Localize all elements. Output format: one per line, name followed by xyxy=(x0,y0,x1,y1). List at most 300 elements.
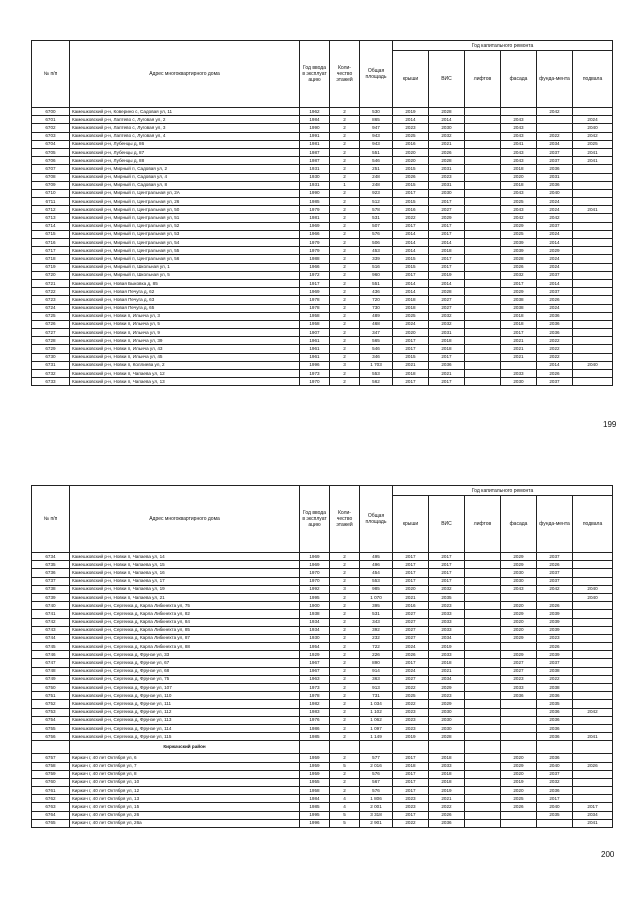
cell-year: 1959 xyxy=(300,770,330,778)
cell-vis: 2018 xyxy=(429,337,465,345)
cell-address: Киржач г, 40 лет Октября ул, 15 xyxy=(70,803,300,811)
cell-vis: 2018 xyxy=(429,754,465,762)
cell-floors: 2 xyxy=(330,255,360,263)
cell-year: 1900 xyxy=(300,602,330,610)
cell-basement: 2034 xyxy=(573,811,613,819)
cell-roof: 2017 xyxy=(393,577,429,585)
cell-year: 1985 xyxy=(300,198,330,206)
cell-roof: 2017 xyxy=(393,337,429,345)
document-page-1 xyxy=(0,0,640,452)
cell-lifts xyxy=(465,148,501,156)
cell-lifts xyxy=(465,733,501,741)
cell-vis: 2028 xyxy=(429,108,465,116)
cell-year: 1990 xyxy=(300,189,330,197)
cell-num: 6739 xyxy=(32,593,70,601)
cell-floors: 2 xyxy=(330,675,360,683)
cell-address: Киржач г, 40 лет Октября ул, 26а xyxy=(70,819,300,827)
cell-foundation xyxy=(537,124,573,132)
cell-facade: 2023 xyxy=(501,675,537,683)
cell-basement: 2040 xyxy=(573,124,613,132)
table-row xyxy=(32,819,613,827)
cell-roof: 2018 xyxy=(393,370,429,378)
cell-area: 562 xyxy=(360,378,393,386)
cell-basement xyxy=(573,304,613,312)
cell-facade: 2027 xyxy=(501,667,537,675)
table-row xyxy=(32,288,613,296)
cell-foundation: 2042 xyxy=(537,108,573,116)
cell-address: Камешковский р-н, Новая Печуга д, 62 xyxy=(70,288,300,296)
cell-roof: 2026 xyxy=(393,173,429,181)
cell-vis: 2033 xyxy=(429,626,465,634)
cell-vis: 2014 xyxy=(429,279,465,287)
cell-basement xyxy=(573,553,613,561)
cell-roof: 2024 xyxy=(393,643,429,651)
cell-vis: 2026 xyxy=(429,811,465,819)
cell-area: 720 xyxy=(360,296,393,304)
cell-foundation: 2023 xyxy=(537,634,573,642)
cell-floors: 2 xyxy=(330,716,360,724)
cell-basement: 2040 xyxy=(573,361,613,369)
cell-foundation: 2036 xyxy=(537,724,573,732)
cell-vis: 2028 xyxy=(429,288,465,296)
table-row xyxy=(32,667,613,675)
cell-address: Камешковский р-н, Сергеиха д, Карла Либкнехта ул, 85 xyxy=(70,626,300,634)
cell-num: 6764 xyxy=(32,811,70,819)
cell-vis: 2017 xyxy=(429,569,465,577)
cell-num: 6720 xyxy=(32,271,70,279)
cell-address: Камешковский р-н, Мирный п, Садовая ул, 4 xyxy=(70,173,300,181)
cell-year: 1959 xyxy=(300,762,330,770)
cell-lifts xyxy=(465,378,501,386)
cell-facade: 2039 xyxy=(501,239,537,247)
cell-address: Киржач г, 40 лет Октября ул, 26 xyxy=(70,811,300,819)
cell-address: Камешковский р-н, Сергеиха д, Фрунзе ул, 113 xyxy=(70,716,300,724)
cell-floors: 2 xyxy=(330,754,360,762)
table-row xyxy=(32,116,613,124)
cell-foundation: 2024 xyxy=(537,198,573,206)
cell-facade: 2043 xyxy=(501,585,537,593)
cell-lifts xyxy=(465,157,501,165)
table-row xyxy=(32,345,613,353)
cell-lifts xyxy=(465,716,501,724)
cell-foundation: 2036 xyxy=(537,320,573,328)
cell-lifts xyxy=(465,370,501,378)
table-row xyxy=(32,762,613,770)
cell-num: 6728 xyxy=(32,337,70,345)
cell-foundation xyxy=(537,819,573,827)
cell-year: 1961 xyxy=(300,345,330,353)
cell-year: 1992 xyxy=(300,585,330,593)
cell-facade: 2026 xyxy=(501,263,537,271)
cell-roof: 2019 xyxy=(393,733,429,741)
cell-facade: 2033 xyxy=(501,684,537,692)
table-row xyxy=(32,378,613,386)
cell-address: Камешковский р-н, Новки п, Ильича ул, 5 xyxy=(70,320,300,328)
cell-vis: 2017 xyxy=(429,255,465,263)
cell-roof: 2025 xyxy=(393,692,429,700)
cell-foundation: 2038 xyxy=(537,684,573,692)
cell-foundation: 2024 xyxy=(537,304,573,312)
table-row xyxy=(32,724,613,732)
cell-foundation: 2024 xyxy=(537,255,573,263)
cell-num: 6714 xyxy=(32,222,70,230)
cell-facade: 2017 xyxy=(501,279,537,287)
cell-facade xyxy=(501,716,537,724)
cell-foundation: 2032 xyxy=(537,778,573,786)
cell-floors: 2 xyxy=(330,787,360,795)
cell-floors: 2 xyxy=(330,618,360,626)
cell-facade: 2018 xyxy=(501,312,537,320)
header-address: Адрес многоквартирного дома xyxy=(70,41,300,108)
cell-roof: 2021 xyxy=(393,361,429,369)
cell-basement: 2042 xyxy=(573,132,613,140)
cell-address: Камешковский р-н, Новки п, Чапаева ул, 21 xyxy=(70,593,300,601)
cell-lifts xyxy=(465,247,501,255)
cell-roof: 2017 xyxy=(393,561,429,569)
cell-vis: 2036 xyxy=(429,361,465,369)
table-row xyxy=(32,370,613,378)
cell-facade: 2043 xyxy=(501,148,537,156)
cell-vis: 2014 xyxy=(429,116,465,124)
cell-basement xyxy=(573,643,613,651)
table-row xyxy=(32,132,613,140)
cell-lifts xyxy=(465,279,501,287)
cell-floors: 2 xyxy=(330,569,360,577)
cell-area: 567 xyxy=(360,778,393,786)
table-row xyxy=(32,329,613,337)
cell-year: 1979 xyxy=(300,239,330,247)
cell-area: 436 xyxy=(360,288,393,296)
cell-address: Камешковский р-н, Новки п, Чапаева ул, 13 xyxy=(70,378,300,386)
cell-floors: 2 xyxy=(330,733,360,741)
cell-year: 1981 xyxy=(300,214,330,222)
cell-roof: 2015 xyxy=(393,181,429,189)
cell-floors: 2 xyxy=(330,337,360,345)
cell-floors: 2 xyxy=(330,198,360,206)
cell-year: 1907 xyxy=(300,329,330,337)
cell-basement xyxy=(573,247,613,255)
cell-year: 1938 xyxy=(300,610,330,618)
cell-year: 1958 xyxy=(300,320,330,328)
table-row xyxy=(32,577,613,585)
cell-num: 6729 xyxy=(32,345,70,353)
cell-foundation: 2036 xyxy=(537,165,573,173)
cell-facade: 2019 xyxy=(501,778,537,786)
cell-area: 553 xyxy=(360,370,393,378)
cell-area: 890 xyxy=(360,659,393,667)
cell-basement: 2040 xyxy=(573,593,613,601)
cell-vis: 2017 xyxy=(429,222,465,230)
cell-address: Камешковский р-н, Сергеиха д, Фрунзе ул, 111 xyxy=(70,700,300,708)
cell-roof: 2014 xyxy=(393,247,429,255)
cell-address: Камешковский р-н, Сергеиха д, Фрунзе ул, 107 xyxy=(70,684,300,692)
cell-basement xyxy=(573,626,613,634)
cell-address: Камешковский р-н, Мирный п, Центральная ул, 51 xyxy=(70,214,300,222)
cell-floors: 2 xyxy=(330,370,360,378)
cell-basement: 2041 xyxy=(573,148,613,156)
cell-facade: 2029 xyxy=(501,288,537,296)
table-row xyxy=(32,651,613,659)
cell-foundation: 2036 xyxy=(537,716,573,724)
cell-year: 1969 xyxy=(300,222,330,230)
cell-floors: 2 xyxy=(330,279,360,287)
cell-area: 232 xyxy=(360,634,393,642)
cell-address: Камешковский р-н, Новки п, Чапаева ул, 16 xyxy=(70,569,300,577)
table-row xyxy=(32,585,613,593)
cell-roof: 2014 xyxy=(393,239,429,247)
cell-area: 347 xyxy=(360,329,393,337)
cell-foundation: 2042 xyxy=(537,214,573,222)
table-row xyxy=(32,643,613,651)
cell-roof: 2015 xyxy=(393,198,429,206)
cell-basement xyxy=(573,214,613,222)
cell-foundation: 2014 xyxy=(537,239,573,247)
cell-roof: 2027 xyxy=(393,626,429,634)
cell-vis: 2031 xyxy=(429,181,465,189)
cell-basement xyxy=(573,692,613,700)
cell-roof: 2020 xyxy=(393,585,429,593)
cell-facade: 2020 xyxy=(501,626,537,634)
cell-facade: 2043 xyxy=(501,132,537,140)
cell-floors: 5 xyxy=(330,762,360,770)
cell-year: 1955 xyxy=(300,778,330,786)
page-number: 199 xyxy=(603,420,617,429)
cell-floors: 3 xyxy=(330,585,360,593)
cell-num: 6759 xyxy=(32,770,70,778)
cell-basement xyxy=(573,618,613,626)
cell-year: 1978 xyxy=(300,692,330,700)
cell-area: 914 xyxy=(360,667,393,675)
cell-vis: 2028 xyxy=(429,733,465,741)
cell-num: 6711 xyxy=(32,198,70,206)
table-row xyxy=(32,230,613,238)
cell-facade: 2032 xyxy=(501,271,537,279)
capital-repair-table xyxy=(31,485,613,828)
cell-vis: 2034 xyxy=(429,634,465,642)
header-floors: Коли-чество этажей xyxy=(330,41,360,108)
table-row xyxy=(32,626,613,634)
cell-year: 1985 xyxy=(300,803,330,811)
cell-vis: 2021 xyxy=(429,140,465,148)
cell-roof: 2017 xyxy=(393,778,429,786)
cell-vis: 2029 xyxy=(429,684,465,692)
cell-floors: 2 xyxy=(330,353,360,361)
cell-basement xyxy=(573,181,613,189)
cell-floors: 2 xyxy=(330,296,360,304)
header-floors: Коли-чество этажей xyxy=(330,486,360,553)
cell-foundation: 2024 xyxy=(537,263,573,271)
cell-year: 1929 xyxy=(300,651,330,659)
table-row xyxy=(32,778,613,786)
cell-foundation: 2037 xyxy=(537,157,573,165)
cell-lifts xyxy=(465,361,501,369)
cell-area: 960 xyxy=(360,271,393,279)
cell-basement xyxy=(573,577,613,585)
cell-floors: 2 xyxy=(330,724,360,732)
table-row xyxy=(32,675,613,683)
cell-address: Камешковский р-н, Новки п, Чапаева ул, 12 xyxy=(70,370,300,378)
cell-area: 943 xyxy=(360,132,393,140)
cell-num: 6727 xyxy=(32,329,70,337)
cell-vis: 2026 xyxy=(429,148,465,156)
cell-floors: 2 xyxy=(330,189,360,197)
cell-roof: 2017 xyxy=(393,811,429,819)
cell-basement xyxy=(573,353,613,361)
cell-roof: 2017 xyxy=(393,378,429,386)
cell-roof: 2026 xyxy=(393,651,429,659)
cell-floors: 2 xyxy=(330,116,360,124)
cell-area: 2 001 xyxy=(360,803,393,811)
cell-roof: 2017 xyxy=(393,189,429,197)
cell-facade: 2039 xyxy=(501,247,537,255)
cell-vis: 2017 xyxy=(429,561,465,569)
cell-roof: 2017 xyxy=(393,754,429,762)
cell-area: 731 xyxy=(360,692,393,700)
cell-basement xyxy=(573,230,613,238)
cell-vis: 2033 xyxy=(429,651,465,659)
cell-foundation: 2022 xyxy=(537,132,573,140)
cell-vis: 2033 xyxy=(429,618,465,626)
cell-address: Камешковский р-н, Новки п, Ильича ул, 9 xyxy=(70,329,300,337)
cell-vis: 2032 xyxy=(429,320,465,328)
cell-year: 1976 xyxy=(300,716,330,724)
cell-year: 1961 xyxy=(300,353,330,361)
cell-basement xyxy=(573,724,613,732)
cell-foundation: 2037 xyxy=(537,222,573,230)
cell-area: 363 xyxy=(360,675,393,683)
cell-year: 1966 xyxy=(300,230,330,238)
cell-vis: 2027 xyxy=(429,296,465,304)
cell-area: 1 062 xyxy=(360,716,393,724)
cell-num: 6722 xyxy=(32,288,70,296)
cell-year: 1954 xyxy=(300,643,330,651)
cell-area: 923 xyxy=(360,189,393,197)
cell-facade xyxy=(501,108,537,116)
cell-address: Камешковский р-н, Новки п, Ильича ул, 45 xyxy=(70,353,300,361)
cell-floors: 2 xyxy=(330,708,360,716)
cell-floors: 2 xyxy=(330,700,360,708)
header-foundation: фунда-мента xyxy=(537,496,573,553)
cell-roof: 2025 xyxy=(393,132,429,140)
cell-foundation: 2037 xyxy=(537,148,573,156)
cell-address: Камешковский р-н, Мирный п, Центральная ул, 56 xyxy=(70,255,300,263)
cell-foundation: 2034 xyxy=(537,140,573,148)
cell-basement xyxy=(573,659,613,667)
cell-num: 6741 xyxy=(32,610,70,618)
cell-num: 6755 xyxy=(32,724,70,732)
cell-address: Камешковский р-н, Новая Быковка д, 85 xyxy=(70,279,300,287)
cell-num: 6730 xyxy=(32,353,70,361)
cell-foundation: 2037 xyxy=(537,577,573,585)
cell-roof: 2017 xyxy=(393,659,429,667)
cell-floors: 2 xyxy=(330,634,360,642)
cell-address: Киржач г, 40 лет Октября ул, 8 xyxy=(70,770,300,778)
cell-area: 551 xyxy=(360,279,393,287)
cell-year: 1961 xyxy=(300,337,330,345)
cell-roof: 2014 xyxy=(393,230,429,238)
cell-foundation: 2026 xyxy=(537,561,573,569)
cell-vis: 2022 xyxy=(429,803,465,811)
cell-facade: 2020 xyxy=(501,770,537,778)
cell-foundation: 2037 xyxy=(537,553,573,561)
cell-floors: 2 xyxy=(330,610,360,618)
cell-address: Камешковский р-н, Новки п, Ильича ул, 39 xyxy=(70,337,300,345)
cell-address: Камешковский р-н, Лубенцы д, 87 xyxy=(70,148,300,156)
cell-address: Камешковский р-н, Сергеиха д, Карла Либкнехта ул, 88 xyxy=(70,643,300,651)
table-row xyxy=(32,733,613,741)
cell-facade: 2020 xyxy=(501,173,537,181)
cell-year: 1970 xyxy=(300,378,330,386)
cell-basement xyxy=(573,165,613,173)
cell-lifts xyxy=(465,337,501,345)
cell-num: 6703 xyxy=(32,132,70,140)
cell-year: 1987 xyxy=(300,157,330,165)
header-vis: ВИС xyxy=(429,51,465,108)
cell-address: Камешковский р-н, Новки п, Чапаева ул, 15 xyxy=(70,561,300,569)
cell-address: Камешковский р-н, Новая Печуга д, 65 xyxy=(70,304,300,312)
cell-address: Камешковский р-н, Сергеиха д, Фрунзе ул, 68 xyxy=(70,667,300,675)
cell-roof: 2023 xyxy=(393,803,429,811)
cell-year: 1981 xyxy=(300,140,330,148)
header-repair-group: Год капитального ремонта xyxy=(393,41,613,51)
cell-floors: 2 xyxy=(330,239,360,247)
cell-basement xyxy=(573,239,613,247)
cell-num: 6724 xyxy=(32,304,70,312)
cell-num: 6702 xyxy=(32,124,70,132)
cell-vis: 2034 xyxy=(429,675,465,683)
cell-foundation: 2036 xyxy=(537,329,573,337)
cell-num: 6718 xyxy=(32,255,70,263)
cell-area: 947 xyxy=(360,124,393,132)
cell-facade xyxy=(501,724,537,732)
cell-address: Камешковский р-н, Сергеиха д, Карла Либкнехта ул, 75 xyxy=(70,602,300,610)
cell-roof: 2023 xyxy=(393,716,429,724)
cell-basement xyxy=(573,684,613,692)
cell-num: 6707 xyxy=(32,165,70,173)
table-row xyxy=(32,618,613,626)
cell-lifts xyxy=(465,288,501,296)
cell-floors: 2 xyxy=(330,329,360,337)
cell-facade: 2043 xyxy=(501,206,537,214)
cell-lifts xyxy=(465,659,501,667)
cell-basement: 2026 xyxy=(573,762,613,770)
table-row xyxy=(32,296,613,304)
cell-vis: 2030 xyxy=(429,724,465,732)
cell-address: Киржач г, 40 лет Октября ул, 7 xyxy=(70,762,300,770)
cell-basement xyxy=(573,795,613,803)
cell-area: 346 xyxy=(360,353,393,361)
cell-basement xyxy=(573,675,613,683)
table-row xyxy=(32,247,613,255)
cell-roof: 2015 xyxy=(393,353,429,361)
table-row xyxy=(32,593,613,601)
cell-foundation: 2026 xyxy=(537,602,573,610)
table-row xyxy=(32,602,613,610)
cell-floors: 2 xyxy=(330,247,360,255)
cell-year: 1979 xyxy=(300,247,330,255)
header-num: № п/п xyxy=(32,486,70,553)
cell-vis: 2017 xyxy=(429,353,465,361)
cell-address: Камешковский р-н, Мирный п, Центральная ул, 52 xyxy=(70,222,300,230)
cell-area: 1 070 xyxy=(360,593,393,601)
cell-num: 6748 xyxy=(32,667,70,675)
cell-vis: 2030 xyxy=(429,716,465,724)
cell-vis: 2036 xyxy=(429,819,465,827)
capital-repair-table xyxy=(31,40,613,386)
cell-floors: 2 xyxy=(330,222,360,230)
header-vis: ВИС xyxy=(429,496,465,553)
cell-facade: 2020 xyxy=(501,787,537,795)
